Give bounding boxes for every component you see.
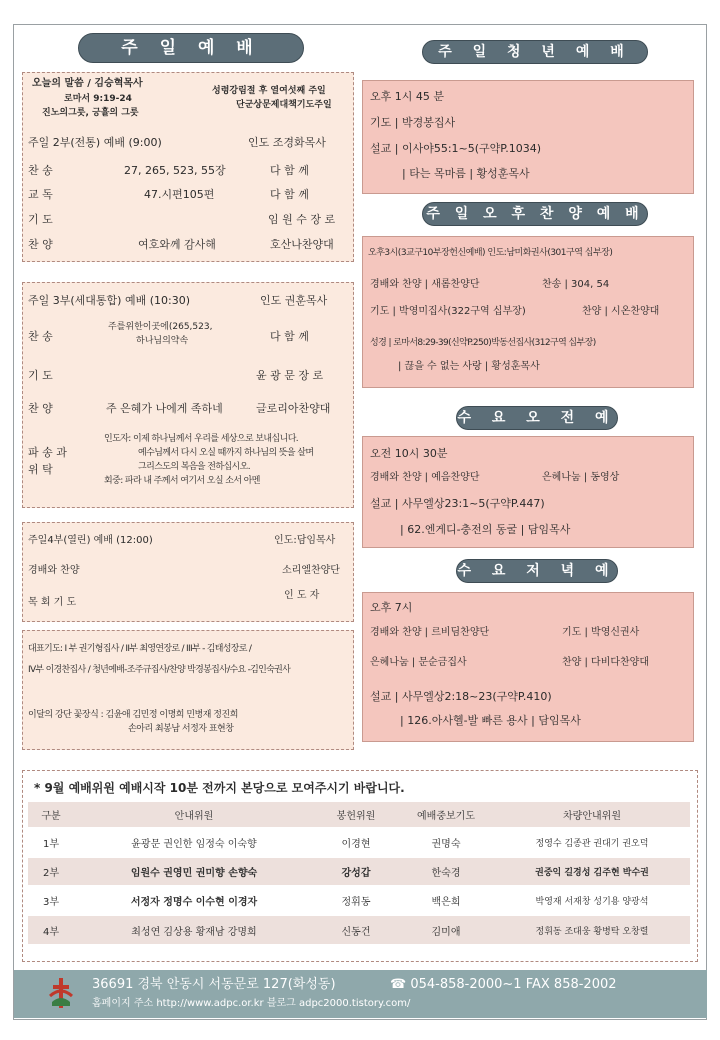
table-row <box>28 828 690 857</box>
wed-pm-time: 오후 7시 <box>370 601 413 614</box>
table-cell: 1부 <box>28 828 74 857</box>
youth-worship-header: 주 일 청 년 예 배 <box>422 40 648 64</box>
liturgical-season: 성령강림절 후 열여섯째 주일 <box>212 86 326 96</box>
service3-hymn-by: 다 함 께 <box>270 330 309 343</box>
service3-praise-by: 글로리아찬양대 <box>256 402 331 415</box>
service4-row-label: 목 회 기 도 <box>28 597 77 608</box>
column-header: 차량안내위원 <box>494 802 690 828</box>
afternoon-prayer: 기도 | 박영미집사(322구역 십부장) <box>370 306 526 317</box>
wed-am-sermon-sub: | 62.엔게디-충전의 동굴 | 담임목사 <box>400 523 571 536</box>
service3-hymn-label: 찬 송 <box>28 330 53 343</box>
sending-line: 예수님께서 다시 오실 때까지 하나님의 뜻을 살며 <box>138 448 314 458</box>
table-cell: 2부 <box>28 857 74 886</box>
afternoon-worship-header: 주 일 오 후 찬 양 예 배 <box>422 202 648 226</box>
service3-heading: 주일 3부(세대통합) 예배 (10:30) <box>28 294 190 307</box>
table-row <box>28 886 690 915</box>
column-header: 예배중보기도 <box>398 802 494 828</box>
youth-time: 오후 1시 45 분 <box>370 90 444 103</box>
table-cell: 강성갑 <box>314 857 398 886</box>
service2-row-label: 찬 송 <box>28 164 53 177</box>
table-cell: 서정자 정명수 이수현 이경자 <box>74 886 314 915</box>
altar-flowers-line: 손아리 최봉남 서정자 표현창 <box>128 724 234 734</box>
service2-row-label: 기 도 <box>28 213 53 226</box>
altar-flowers-line: 이달의 강단 꽃장식 : 김윤애 김민정 이명희 민병재 정진희 <box>28 710 238 720</box>
service3-box <box>22 282 354 508</box>
service3-leader: 인도 권훈목사 <box>260 294 328 307</box>
table-cell: 4부 <box>28 915 74 944</box>
table-cell: 권명숙 <box>398 828 494 857</box>
column-header: 봉헌위원 <box>314 802 398 828</box>
afternoon-time: 오후3시(3교구10부장헌신예배) 인도:남미화권사(301구역 십부장) <box>368 248 613 258</box>
service4-row-by: 인 도 자 <box>284 590 320 601</box>
youth-sermon-sub: | 타는 목마름 | 황성훈목사 <box>402 167 530 180</box>
service2-leader: 인도 조경화목사 <box>248 136 326 149</box>
table-cell: 정영수 김종관 권대기 권오덕 <box>494 828 690 857</box>
service2-row-label: 찬 양 <box>28 238 53 251</box>
wed-pm-praise: 경배와 찬양 | 르비딤찬양단 <box>370 627 490 638</box>
afternoon-choir: 찬양 | 시온찬양대 <box>582 306 660 317</box>
representative-prayer-line: IV부 이경찬집사 / 청년예배-조주규집사/찬양 박경봉집사/수요 -김인숙권사 <box>28 665 291 675</box>
wed-pm-sermon-sub: | 126.아사헬-발 빠른 용사 | 담임목사 <box>400 714 581 727</box>
service3-praise-label: 찬 양 <box>28 402 53 415</box>
table-cell: 정휘동 조대웅 황병탁 오창렬 <box>494 915 690 944</box>
footer-address: 36691 경북 안동시 서동문로 127(화성동) <box>92 977 336 992</box>
sending-line: 인도자: 이제 하나님께서 우리를 세상으로 보내십니다. <box>104 434 299 444</box>
representative-prayer-line: 대표기도: I 부 권기형집사 / II부 최영연장로 / III부 - 김태성장로 / <box>28 644 252 654</box>
worship-duty-title: * 9월 예배위원 예배시작 10분 전까지 본당으로 모여주시기 바랍니다. <box>34 781 405 795</box>
afternoon-scripture: 성경 | 로마서8:29-39(신약P.250)박동선집사(312구역 십부장) <box>370 338 596 348</box>
afternoon-hymn: 찬송 | 304, 54 <box>542 279 610 290</box>
sermon-title-line: 오늘의 말씀 / 김승혁목사 <box>32 78 143 89</box>
table-cell: 신동건 <box>314 915 398 944</box>
table-cell: 백은희 <box>398 886 494 915</box>
footer-phone: ☎ 054-858-2000~1 FAX 858-2002 <box>390 977 617 992</box>
service2-row-content: 47.시편105편 <box>144 188 215 201</box>
column-header: 안내위원 <box>74 802 314 828</box>
table-cell: 윤광문 권인한 임정숙 이숙향 <box>74 828 314 857</box>
service2-row-content: 여호와께 감사해 <box>138 238 216 251</box>
service2-row-by: 호산나찬양대 <box>270 238 334 251</box>
sending-line: 회중: 파라 내 주께서 여기서 오실 소서 아멘 <box>104 476 260 486</box>
service4-row-label: 경배와 찬양 <box>28 565 80 576</box>
youth-prayer: 기도 | 박경봉집사 <box>370 116 456 129</box>
afternoon-sermon: | 끊을 수 없는 사랑 | 황성훈목사 <box>398 361 540 372</box>
wed-pm-sermon: 설교 | 사무엘상2:18~23(구약P.410) <box>370 690 552 703</box>
wed-am-time: 오전 10시 30분 <box>370 447 448 460</box>
service3-prayer-label: 기 도 <box>28 369 53 382</box>
column-header: 구분 <box>28 802 74 828</box>
table-cell: 임원수 권영민 권미향 손향숙 <box>74 857 314 886</box>
sermon-theme: 진노의그릇, 긍휼의 그릇 <box>42 108 139 118</box>
footer-homepage[interactable]: 홈페이지 주소 http://www.adpc.or.kr 블로그 adpc2000.tistory.com/ <box>92 998 411 1009</box>
sunday-worship-header: 주 일 예 배 <box>78 33 304 63</box>
service2-row-by: 임 원 수 장 로 <box>268 213 336 226</box>
youth-sermon: 설교 | 이사야55:1~5(구약P.1034) <box>370 142 541 155</box>
wed-am-sermon: 설교 | 사무엘상23:1~5(구약P.447) <box>370 497 545 510</box>
sermon-scripture: 로마서 9:19-24 <box>64 94 132 104</box>
service3-prayer-by: 윤 광 문 장 로 <box>256 369 324 382</box>
prayer-sunday-note: 단군상문제대책기도주일 <box>236 100 332 110</box>
wed-am-praise: 경배와 찬양 | 예음찬양단 <box>370 472 480 483</box>
wednesday-evening-header: 수 요 저 녁 예 <box>456 559 618 583</box>
sending-label: 위 탁 <box>28 463 53 476</box>
sending-label: 파 송 과 <box>28 446 67 459</box>
wed-pm-share: 은혜나눔 | 문순금집사 <box>370 657 467 668</box>
wed-pm-prayer: 기도 | 박영신권사 <box>562 627 640 638</box>
service3-praise-content: 주 은혜가 나에게 족하네 <box>106 402 223 415</box>
service4-heading: 주일4부(열린) 예배 (12:00) <box>28 535 153 546</box>
wed-am-share: 은혜나눔 | 동영상 <box>542 472 620 483</box>
table-header-row <box>28 802 690 828</box>
service2-row-by: 다 함 께 <box>270 164 309 177</box>
service2-row-by: 다 함 께 <box>270 188 309 201</box>
table-row <box>28 915 690 944</box>
worship-duty-table <box>28 802 690 944</box>
table-row <box>28 857 690 886</box>
service3-hymn-line2: 하나님의약속 <box>136 336 189 346</box>
table-cell: 이경현 <box>314 828 398 857</box>
service2-row-content: 27, 265, 523, 55장 <box>124 164 226 177</box>
wednesday-morning-header: 수 요 오 전 예 <box>456 406 618 430</box>
wed-pm-choir: 찬양 | 다비다찬양대 <box>562 657 650 668</box>
table-cell: 최성연 김상용 황재남 강명희 <box>74 915 314 944</box>
service2-heading: 주일 2부(전통) 예배 (9:00) <box>28 136 162 149</box>
afternoon-praise: 경배와 찬양 | 새롬찬양단 <box>370 279 480 290</box>
service3-hymn-line1: 주를위한이곳에(265,523, <box>108 322 213 332</box>
table-cell: 김미애 <box>398 915 494 944</box>
table-cell: 3부 <box>28 886 74 915</box>
table-cell: 권중익 길경성 김주현 박수권 <box>494 857 690 886</box>
sending-line: 그리스도의 복음을 전하십시오. <box>138 462 251 472</box>
service4-row-by: 소리엘찬양단 <box>282 565 340 576</box>
service4-leader: 인도:담임목사 <box>274 535 336 546</box>
table-cell: 박영재 서재창 성기용 양광석 <box>494 886 690 915</box>
service2-row-label: 교 독 <box>28 188 53 201</box>
table-cell: 한숙경 <box>398 857 494 886</box>
table-cell: 정휘동 <box>314 886 398 915</box>
church-cross-logo-icon <box>48 976 74 1010</box>
